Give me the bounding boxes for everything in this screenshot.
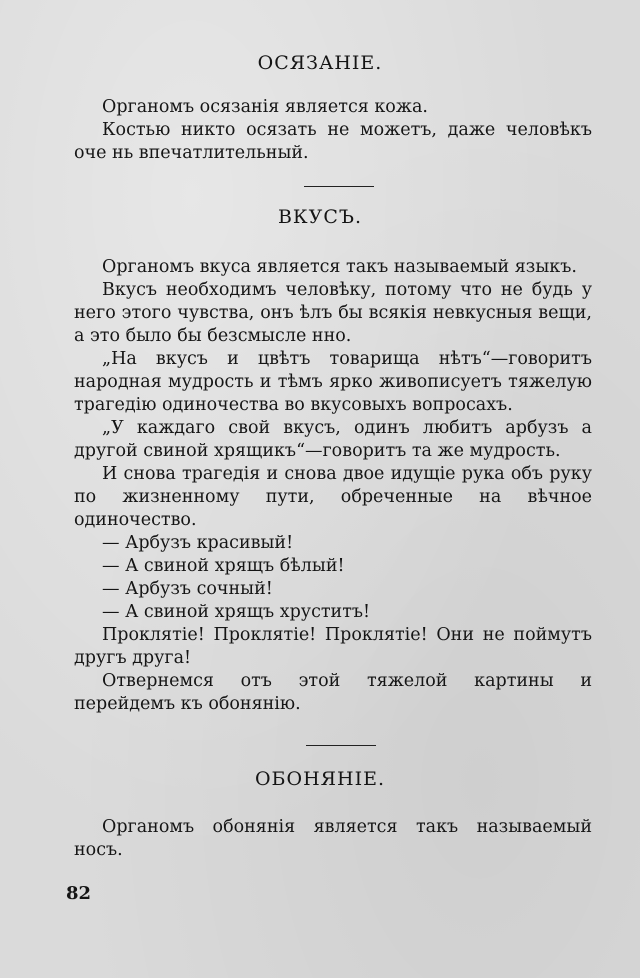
page-number: 82: [66, 883, 92, 904]
dialogue-line: — А свиной хрящъ бѣлый!: [102, 556, 345, 576]
section-touch-body: [74, 96, 592, 165]
section-smell-body: [74, 816, 592, 862]
heading-taste: ВКУСЪ.: [277, 206, 363, 228]
section-divider: [304, 186, 374, 187]
heading-smell: ОБОНЯНІЕ.: [254, 768, 385, 790]
paragraph: „У каждаго свой вкусъ, одинъ любитъ арбузъ а другой свиной хрящикъ“—говоритъ та же мудрость.: [74, 418, 592, 461]
paragraph: Проклятіе! Проклятіе! Проклятіе! Они не поймутъ другъ друга!: [74, 625, 592, 668]
dialogue-line: — Арбузъ сочный!: [102, 579, 273, 599]
paragraph: Вкусъ необходимъ человѣку, потому что не будь у него этого чувства, онъ ѣлъ бы всякія невкусныя вещи, а это было бы безсмысле нно.: [74, 280, 592, 346]
section-divider: [306, 745, 376, 746]
paragraph: Органомъ обонянія является такъ называемый носъ.: [74, 817, 592, 860]
paragraph: Отвернемся отъ этой тяжелой картины и перейдемъ къ обонянію.: [74, 671, 592, 714]
dialogue-line: — А свиной хрящъ хруститъ!: [102, 602, 371, 622]
paragraph: И снова трагедія и снова двое идущіе рука объ руку по жизненному пути, обреченные на вѣчное одиночество.: [74, 464, 592, 530]
section-taste-body: [74, 256, 592, 716]
dialogue-line: — Арбузъ красивый!: [102, 533, 294, 553]
paragraph: „На вкусъ и цвѣтъ товарища нѣтъ“—говоритъ народная мудрость и тѣмъ ярко живописуетъ тяжелую трагедію одиночества во вкусовыхъ вопросахъ.: [74, 349, 592, 415]
paragraph: Органомъ вкуса является такъ называемый языкъ.: [102, 257, 577, 277]
heading-touch: ОСЯЗАНІЕ.: [257, 52, 383, 74]
paragraph: Костью никто осязать не можетъ, даже человѣкъ оче нь впечатлительный.: [74, 120, 592, 163]
paragraph: Органомъ осязанія является кожа.: [102, 97, 428, 117]
